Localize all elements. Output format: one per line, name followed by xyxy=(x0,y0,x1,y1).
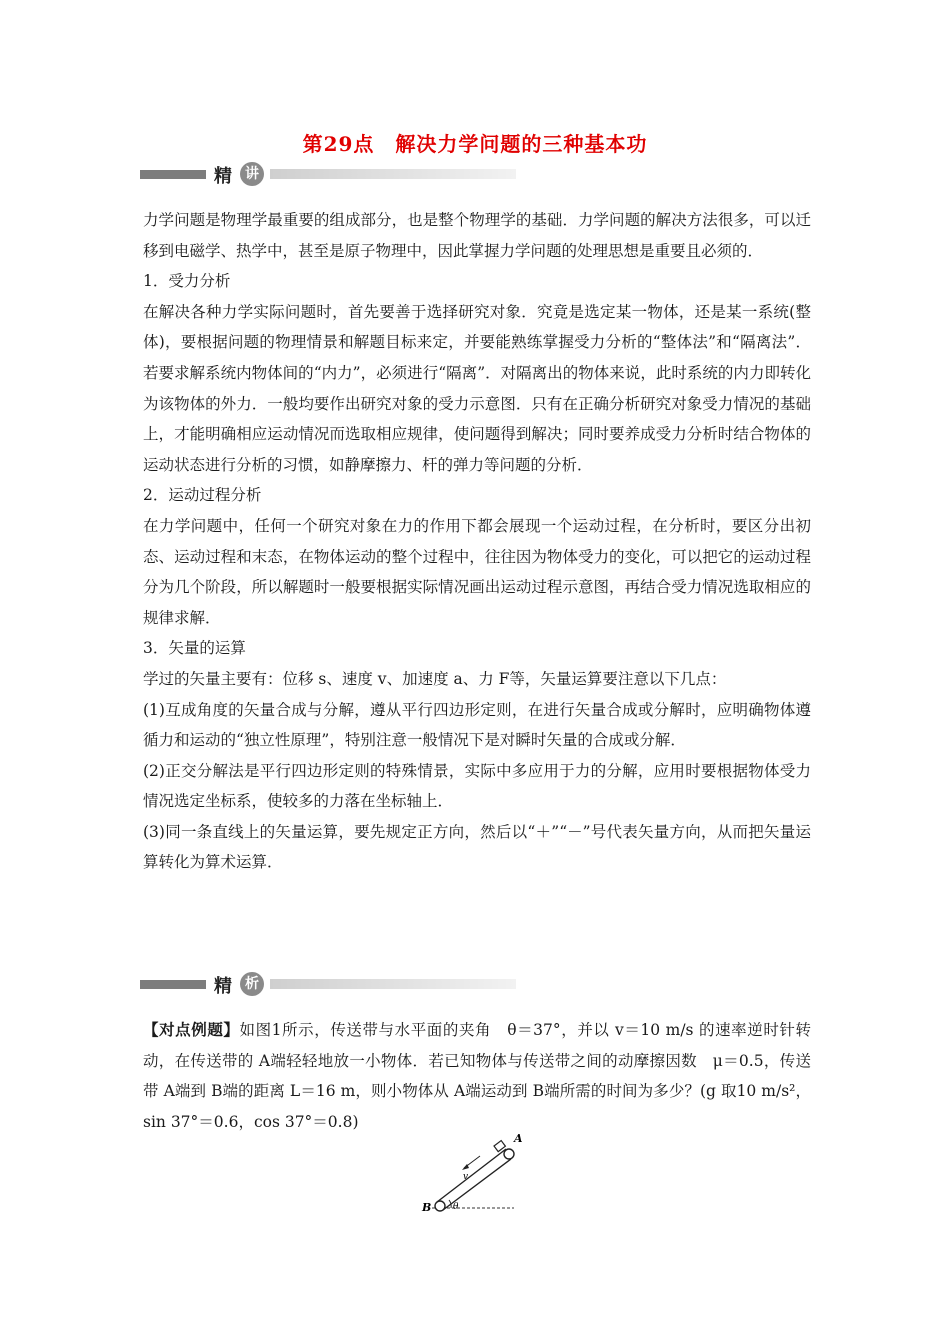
section-label: 精 xyxy=(214,166,232,187)
vector-point-1: (1)互成角度的矢量合成与分解，遵从平行四边形定则，在进行矢量合成或分解时，应明确物体遵循力和运动的“独立性原理”，特别注意一般情况下是对瞬时矢量的合成或分解． xyxy=(143,700,811,750)
motion-process-paragraph: 在力学问题中，任何一个研究对象在力的作用下都会展现一个运动过程，在分析时，要区分出初态、运动过程和末态，在物体运动的整个过程中，往往因为物体受力的变化，可以把它的运动过程分为几个阶段，所以解题时一般要根据实际情况画出运动过程示意图，再结合受力情况选取相应的规律求解． xyxy=(143,516,811,627)
heading-vector-operation: 3．矢量的运算 xyxy=(143,639,246,658)
heading-motion-process: 2．运动过程分析 xyxy=(143,486,262,505)
example-problem xyxy=(143,1015,811,1137)
force-analysis-paragraph: 在解决各种力学实际问题时，首先要善于选择研究对象．究竟是选定某一物体，还是某一系统(整体)，要根据问题的物理情景和解题目标来定，并要能熟练掌握受力分析的“整体法”和“隔离法”．若要求解系统内物体间的“内力”，必须进行“隔离”．对隔离出的物体来说，此时系统的内力即转化为该物体的外力．一般均要作出研究对象的受力示意图．只有在正确分析研究对象受力情况的基础上，才能明确相应运动情况而选取相应规律，使问题得到解决；同时要养成受力分析时结合物体的运动状态进行分析的习惯，如静摩擦力、杆的弹力等问题的分析． xyxy=(143,302,811,474)
vector-point-2: (2)正交分解法是平行四边形定则的特殊情景，实际中多应用于力的分解，应用时要根据物体受力情况选定坐标系，使较多的力落在坐标轴上． xyxy=(143,761,811,811)
intro-paragraph: 力学问题是物理学最重要的组成部分，也是整个物理学的基础．力学问题的解决方法很多，可以迁移到电磁学、热学中，甚至是原子物理中，因此掌握力学问题的处理思想是重要且必须的． xyxy=(143,211,811,260)
label-v: v xyxy=(463,1172,469,1182)
example-tag: 【对点例题】 xyxy=(143,1020,240,1039)
example-text: 如图1所示，传送带与水平面的夹角 θ＝37°，并以 v＝10 m/s 的速率逆时针转动，在传送带的 A端轻轻地放一小物体．若已知物体与传送带之间的动摩擦因数 μ＝0.5，传送带 A端到 B端的距离 L＝16 m，则小物体从 A端运动到 B端所需的时间为多少？(g 取10 m/s²，sin 37°＝0.6，cos 37°＝0.8) xyxy=(143,1021,811,1131)
section-label: 精 xyxy=(214,976,232,997)
page-title: 第29点 解决力学问题的三种基本功 xyxy=(302,132,648,156)
section-header-analysis xyxy=(140,972,520,998)
belt-top-edge xyxy=(437,1149,506,1202)
vector-intro-paragraph: 学过的矢量主要有：位移 s、速度 v、加速度 a、力 F等，矢量运算要注意以下几点： xyxy=(143,669,727,688)
section-bar-dark xyxy=(140,980,206,989)
heading-force-analysis: 1．受力分析 xyxy=(143,272,231,291)
section-circle-badge: 析 xyxy=(240,972,264,996)
section-circle-badge: 讲 xyxy=(240,162,264,186)
section-header-lecture xyxy=(140,162,520,188)
vector-point-3: (3)同一条直线上的矢量运算，要先规定正方向，然后以“＋”“－”号代表矢量方向，从而把矢量运算转化为算术运算． xyxy=(143,822,811,872)
section-bar-fade xyxy=(270,979,516,989)
lecture-content xyxy=(143,205,811,878)
label-a: A xyxy=(514,1132,523,1145)
label-b: B xyxy=(422,1201,432,1214)
section-bar-fade xyxy=(270,169,516,179)
pulley-b xyxy=(435,1201,445,1211)
section-bar-dark xyxy=(140,170,206,179)
pulley-a xyxy=(504,1149,514,1159)
conveyor-belt-figure xyxy=(418,1128,523,1222)
label-theta: θ xyxy=(453,1202,459,1212)
